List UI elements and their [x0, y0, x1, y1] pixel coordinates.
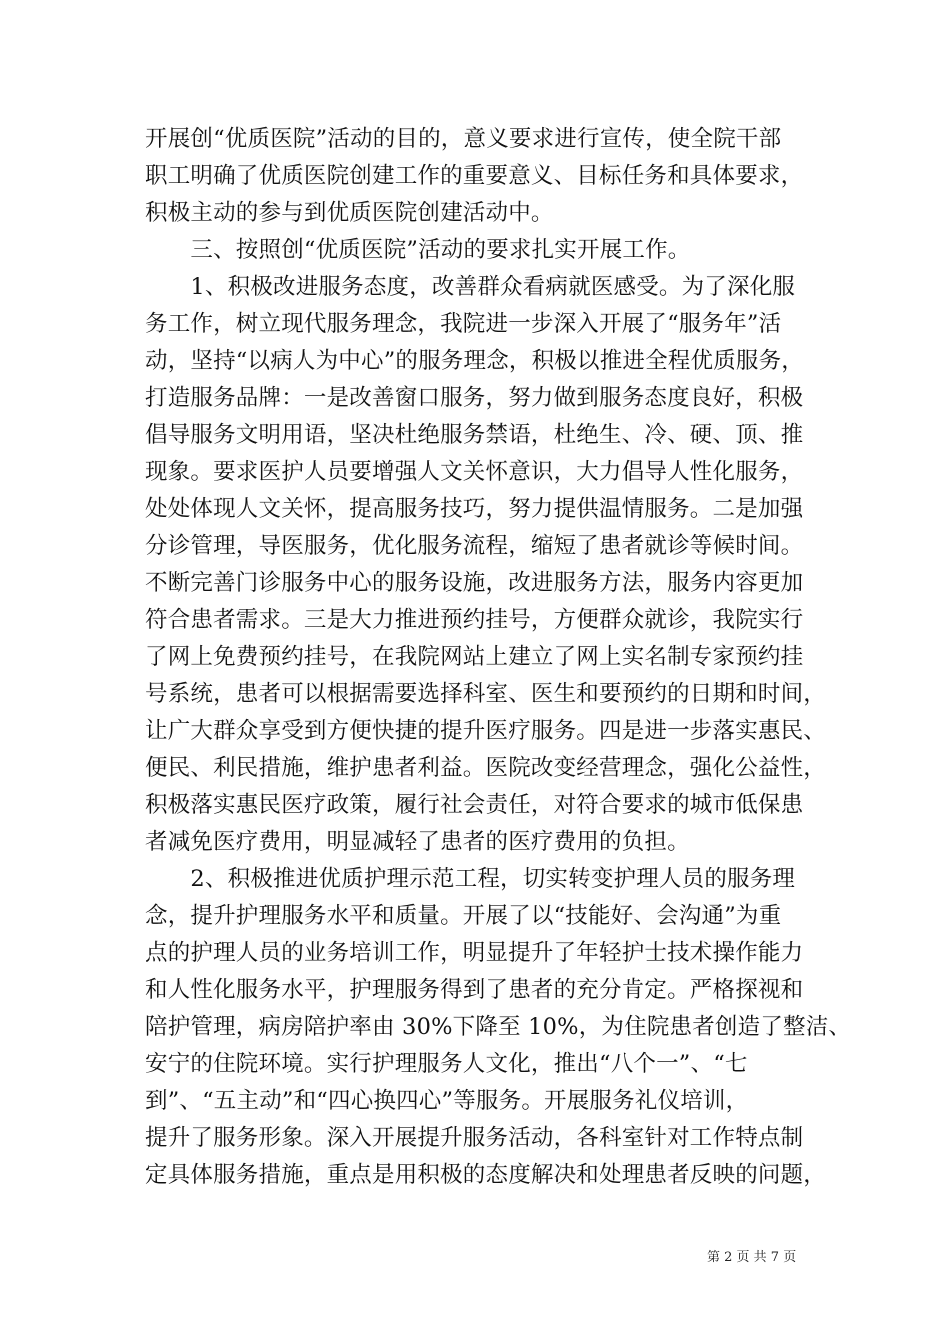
text-line: 号系统，患者可以根据需要选择科室、医生和要预约的日期和时间，: [145, 681, 827, 707]
text-line: 定具体服务措施，重点是用积极的态度解决和处理患者反映的问题，: [145, 1162, 827, 1188]
text-line: 念，提升护理服务水平和质量。开展了以“技能好、会沟通”为重: [145, 903, 782, 929]
text-line: 开展创“优质医院”活动的目的，意义要求进行宣传，使全院干部: [145, 126, 782, 152]
text-line: 动，坚持“以病人为中心”的服务理念，积极以推进全程优质服务，: [145, 348, 805, 374]
text-line: 便民、利民措施，维护患者利益。医院改变经营理念，强化公益性，: [145, 755, 827, 781]
text-line: 积极主动的参与到优质医院创建活动中。: [145, 200, 554, 226]
text-line: 到”、“五主动”和“四心换四心”等服务。开展服务礼仪培训，: [145, 1088, 749, 1114]
text-line: 不断完善门诊服务中心的服务设施，改进服务方法，服务内容更加: [145, 570, 804, 596]
text-line: 倡导服务文明用语，坚决杜绝服务禁语，杜绝生、冷、硬、顶、推: [145, 422, 804, 448]
page-number-footer: 第 2 页 共 7 页: [707, 1250, 797, 1265]
text-line: 积极落实惠民医疗政策，履行社会责任，对符合要求的城市低保患: [145, 792, 804, 818]
text-line: 和人性化服务水平，护理服务得到了患者的充分肯定。严格探视和: [145, 977, 804, 1003]
text-line: 了网上免费预约挂号，在我院网站上建立了网上实名制专家预约挂: [145, 644, 804, 670]
text-line: 符合患者需求。三是大力推进预约挂号，方便群众就诊，我院实行: [145, 607, 804, 633]
text-line: 职工明确了优质医院创建工作的重要意义、目标任务和具体要求，: [145, 163, 804, 189]
text-line: 打造服务品牌：一是改善窗口服务，努力做到服务态度良好，积极: [145, 385, 804, 411]
text-line: 1、积极改进服务态度，改善群众看病就医感受。为了深化服: [145, 274, 796, 300]
text-line: 务工作，树立现代服务理念，我院进一步深入开展了“服务年”活: [145, 311, 782, 337]
text-line: 处处体现人文关怀，提高服务技巧，努力提供温情服务。二是加强: [145, 496, 804, 522]
text-line: 三、按照创“优质医院”活动的要求扎实开展工作。: [145, 237, 691, 263]
text-line: 提升了服务形象。深入开展提升服务活动，各科室针对工作特点制: [145, 1125, 804, 1151]
text-line: 安宁的住院环境。实行护理服务人文化，推出“八个一”、“七: [145, 1051, 748, 1077]
text-line: 者减免医疗费用，明显减轻了患者的医疗费用的负担。: [145, 829, 690, 855]
text-line: 让广大群众享受到方便快捷的提升医疗服务。四是进一步落实惠民、: [145, 718, 827, 744]
text-line: 点的护理人员的业务培训工作，明显提升了年轻护士技术操作能力: [145, 940, 804, 966]
text-line: 分诊管理，导医服务，优化服务流程，缩短了患者就诊等候时间。: [145, 533, 804, 559]
text-line: 2、积极推进优质护理示范工程，切实转变护理人员的服务理: [145, 866, 796, 892]
text-line: 现象。要求医护人员要增强人文关怀意识，大力倡导人性化服务，: [145, 459, 804, 485]
text-line: 陪护管理，病房陪护率由 30%下降至 10%，为住院患者创造了整洁、: [145, 1014, 852, 1040]
